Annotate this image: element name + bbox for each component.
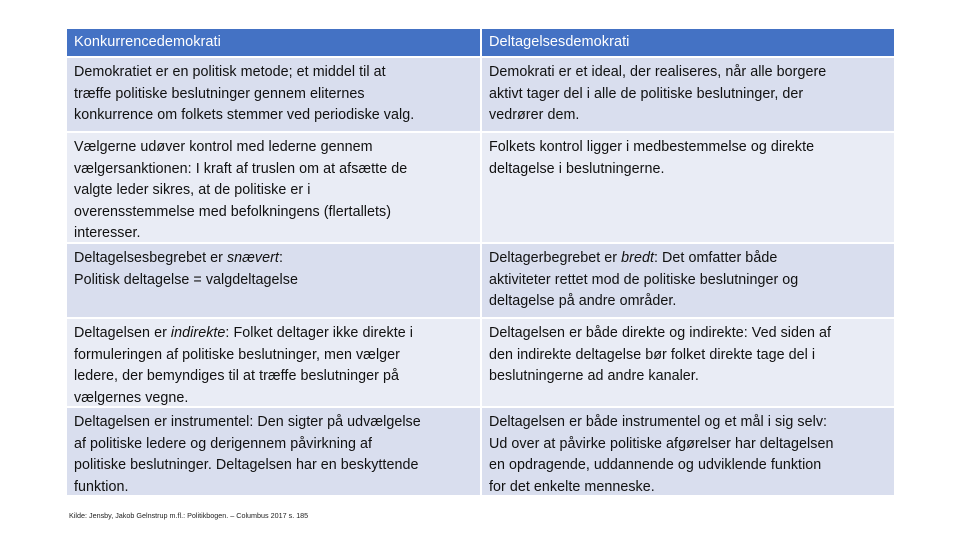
header-konkurrencedemokrati bbox=[67, 29, 480, 56]
comparison-table bbox=[67, 29, 894, 495]
text-run: Deltagerbegrebet er bbox=[489, 250, 622, 266]
text-run: : Folket deltager ikke direkte i bbox=[225, 325, 413, 341]
emphasis-text: indirekte bbox=[170, 325, 226, 341]
text-run: : bbox=[278, 250, 283, 266]
text-run: Deltagelsen er bbox=[74, 325, 171, 341]
cell-line: funktion. bbox=[74, 478, 129, 495]
header-left-text: Konkurrencedemokrati bbox=[74, 34, 221, 50]
cell-line bbox=[74, 323, 474, 345]
cell-line: af politiske ledere og derigennem påvirkning af bbox=[74, 435, 372, 452]
cell-line bbox=[74, 248, 474, 270]
row3-left-cell bbox=[67, 244, 480, 317]
cell-line: Deltagelsen er instrumentel: Den sigter på udvælgelse bbox=[74, 414, 421, 430]
cell-line: aktiviteter rettet mod de politiske beslutninger og bbox=[489, 271, 799, 288]
cell-line bbox=[489, 248, 888, 270]
text-run: : Det omfatter både bbox=[653, 250, 778, 266]
cell-line: ledere, der bemyndiges til at træffe beslutninger på bbox=[74, 368, 399, 385]
cell-line: konkurrence om folkets stemmer ved periodiske valg. bbox=[74, 107, 415, 124]
row2-right-cell bbox=[482, 133, 894, 242]
cell-line: aktivt tager del i alle de politiske beslutninger, der bbox=[489, 85, 804, 102]
emphasis-text: bredt bbox=[621, 250, 654, 266]
row2-left-cell bbox=[67, 133, 480, 242]
row5-left-cell bbox=[67, 408, 480, 495]
cell-line: vedrører dem. bbox=[489, 107, 580, 124]
cell-line: Demokrati er et ideal, der realiseres, når alle borgere bbox=[489, 64, 827, 80]
cell-line: vælgernes vegne. bbox=[74, 389, 189, 406]
cell-line: Deltagelsen er både direkte og indirekte: Ved siden af bbox=[489, 325, 832, 341]
cell-line: formuleringen af politiske beslutninger, men vælger bbox=[74, 346, 400, 363]
row1-right-cell bbox=[482, 58, 894, 131]
row1-left-cell bbox=[67, 58, 480, 131]
cell-line: politiske beslutninger. Deltagelsen har en beskyttende bbox=[74, 457, 419, 474]
cell-line: deltagelse på andre områder. bbox=[489, 293, 677, 310]
header-deltagelsesdemokrati bbox=[482, 29, 894, 56]
row5-right-cell bbox=[482, 408, 894, 495]
cell-line: deltagelse i beslutningerne. bbox=[489, 160, 665, 177]
cell-line: Deltagelsen er både instrumentel og et mål i sig selv: bbox=[489, 414, 828, 430]
cell-line: Demokratiet er en politisk metode; et middel til at bbox=[74, 64, 386, 80]
cell-line: Folkets kontrol ligger i medbestemmelse og direkte bbox=[489, 139, 815, 155]
cell-line: beslutningerne ad andre kanaler. bbox=[489, 368, 699, 385]
row3-right-cell bbox=[482, 244, 894, 317]
cell-line: Vælgerne udøver kontrol med lederne gennem bbox=[74, 139, 373, 155]
source-citation: Kilde: Jensby, Jakob Gelnstrup m.fl.: Politikbogen. – Columbus 2017 s. 185 bbox=[69, 511, 309, 520]
cell-line: Ud over at påvirke politiske afgørelser har deltagelsen bbox=[489, 435, 834, 452]
row4-left-cell bbox=[67, 319, 480, 406]
cell-line: overensstemmelse med befolkningens (flertallets) bbox=[74, 203, 392, 220]
row4-right-cell bbox=[482, 319, 894, 406]
emphasis-text: snævert bbox=[226, 250, 279, 266]
cell-line: den indirekte deltagelse bør folket direkte tage del i bbox=[489, 346, 816, 363]
cell-line: træffe politiske beslutninger gennem eliternes bbox=[74, 85, 365, 102]
cell-line: for det enkelte menneske. bbox=[489, 478, 655, 495]
cell-line: vælgersanktionen: I kraft af truslen om at afsætte de bbox=[74, 160, 408, 177]
header-right-text: Deltagelsesdemokrati bbox=[489, 34, 630, 50]
cell-line: Politisk deltagelse = valgdeltagelse bbox=[74, 271, 298, 288]
cell-line: en opdragende, uddannende og udviklende funktion bbox=[489, 457, 822, 474]
text-run: Deltagelsesbegrebet er bbox=[74, 250, 227, 266]
cell-line: interesser. bbox=[74, 225, 141, 242]
cell-line: valgte leder sikres, at de politiske er i bbox=[74, 182, 311, 199]
